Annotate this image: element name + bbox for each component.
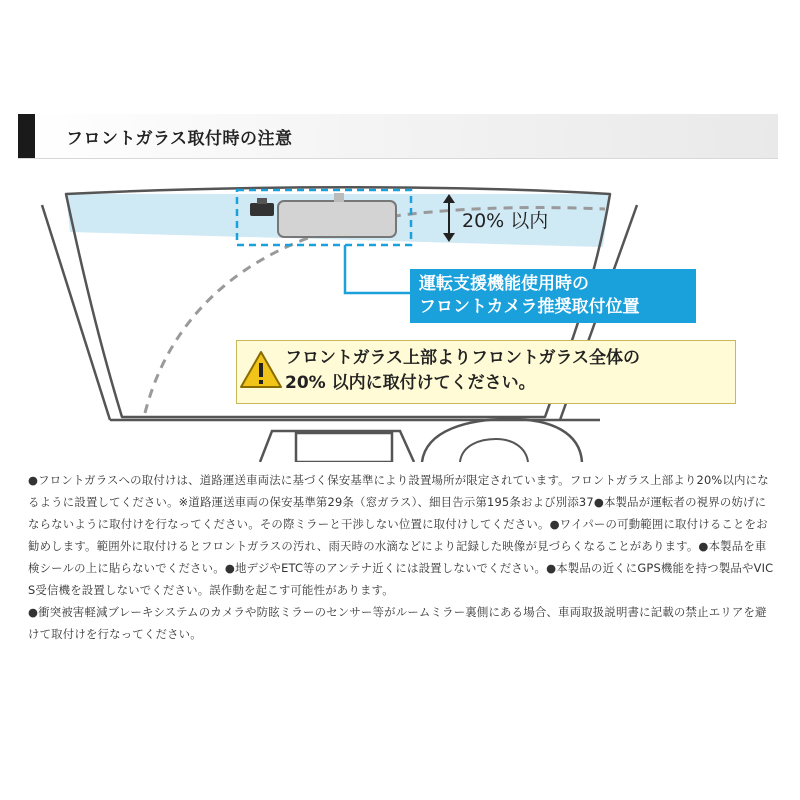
warning-triangle-icon <box>239 349 283 391</box>
warning-line-2: 20% 以内に取付けてください。 <box>285 373 536 393</box>
percent-limit-label: 20% 以内 <box>462 210 549 232</box>
warning-box <box>236 340 736 404</box>
steering-wheel <box>422 419 582 462</box>
section-header <box>18 114 778 159</box>
callout-line-1: 運転支援機能使用時の <box>419 274 589 294</box>
section-title: フロントガラス取付時の注意 <box>66 129 293 149</box>
notes-paragraph-2: ●衝突被害軽減ブレーキシステムのカメラや防眩ミラーのセンサー等がルームミラー裏側にある場合、車両取扱説明書に記載の禁止エリアを避けて取付けを行なってください。 <box>28 605 767 641</box>
mirror-stem <box>334 193 344 202</box>
steering-wheel-inner <box>460 439 528 462</box>
windshield-illustration <box>0 175 800 462</box>
warning-line-1: フロントガラス上部よりフロントガラス全体の <box>285 348 640 368</box>
recommended-position-callout <box>410 269 696 323</box>
warning-text <box>285 346 640 396</box>
dashboard-panel <box>296 433 392 462</box>
callout-leader <box>345 245 410 293</box>
dashcam-mount <box>257 198 267 204</box>
dashcam-body <box>250 203 274 216</box>
header-accent-bar <box>18 114 35 158</box>
notes-paragraph-1: ●フロントガラスへの取付けは、道路運送車両法に基づく保安基準により設置場所が限定されています。フロントガラス上部より20%以内になるように設置してください。※道路運送車両の保安基準第29条（窓ガラス）、細目告示第195条および別添37●本製品が運転者の視界の妨げにならないように取付けを行なってください。その際ミラーと干渉しない位置に取付けしてください。●ワイパーの可動範囲に取付けることをお勧めします。範囲外に取付けるとフロントガラスの汚れ、雨天時の水滴などにより記録した映像が見づらくなることがあります。●本製品を車検シールの上に貼らないでください。●地デジやETC等のアンテナ近くには設置しないでください。●本製品の近くにGPS機能を持つ製品やVICS受信機を設置しないでください。誤作動を起こす可能性があります。 <box>28 473 774 597</box>
callout-line-2: フロントカメラ推奨取付位置 <box>419 297 640 317</box>
rearview-mirror <box>278 201 396 237</box>
installation-notes <box>28 469 776 645</box>
